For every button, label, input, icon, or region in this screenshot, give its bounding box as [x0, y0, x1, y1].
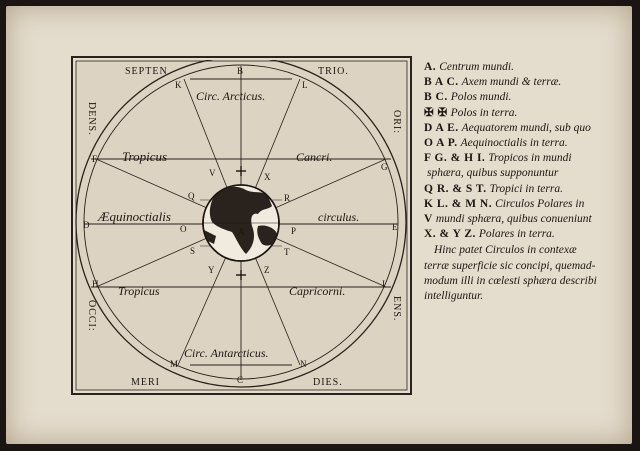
letter-k: K: [175, 80, 182, 90]
label-ens: ENS.: [391, 296, 402, 322]
legend-item: [424, 212, 624, 227]
legend-description: Circulos Polares in: [495, 197, 585, 210]
letter-v: V: [209, 168, 216, 178]
legend-description: Axem mundi & terræ.: [461, 76, 562, 89]
letter-h: H: [92, 279, 99, 289]
label-dies: DIES.: [313, 377, 343, 388]
legend-description: Polos in terra.: [450, 106, 518, 119]
legend-description: sphæra, quibus supponuntur: [427, 167, 559, 180]
closing-line: modum illi in cœlesti sphæra describi: [424, 274, 597, 287]
letter-p: P: [291, 226, 297, 236]
label-dens: DENS.: [86, 102, 97, 136]
label-aequinoctialis: Æquinoctialis: [98, 209, 171, 224]
label-meri: MERI: [131, 377, 160, 388]
letter-z: Z: [264, 265, 270, 275]
label-tropicus-cancer: Tropicus: [122, 149, 168, 164]
label-circ-antarcticus: Circ. Antarcticus.: [184, 346, 269, 360]
legend-description: Polares in terra.: [478, 228, 555, 241]
label-occi: OCCI:: [86, 300, 97, 332]
letter-l: L: [302, 80, 308, 90]
legend-key: A.: [424, 61, 437, 73]
legend-key: K L. & M N.: [424, 197, 493, 210]
legend-item: [424, 60, 624, 75]
legend-description: Tropicos in mundi: [488, 152, 572, 165]
legend-item: [424, 197, 624, 212]
closing-note: [424, 243, 624, 304]
letter-q: Q: [188, 191, 195, 201]
earth-globe: [203, 185, 279, 261]
legend-key: F G. & H I.: [424, 152, 486, 165]
legend-item: [424, 75, 624, 90]
legend-key: V: [424, 213, 433, 226]
legend-key: ✠ ✠: [424, 106, 448, 119]
legend-description: Aequatorem mundi, sub quo: [461, 121, 591, 134]
letter-c: C: [237, 375, 244, 385]
legend-item: [424, 182, 624, 197]
legend-item: [424, 90, 624, 105]
legend-description: Aequinoctialis in terra.: [460, 137, 568, 150]
legend-description: Polos mundi.: [450, 91, 512, 104]
letter-e: E: [392, 222, 398, 232]
label-septen: SEPTEN: [125, 66, 168, 77]
legend-key: D A E.: [424, 121, 459, 134]
letter-o: O: [180, 224, 187, 234]
label-trio: TRIO.: [318, 66, 349, 77]
legend-key: B C.: [424, 91, 448, 104]
legend-description: mundi sphæra, quibus conueniunt: [435, 213, 592, 226]
legend-item: [424, 166, 624, 181]
letter-m: M: [170, 359, 179, 369]
letter-t: T: [284, 247, 290, 257]
letter-n: N: [300, 359, 307, 369]
letter-x: X: [264, 172, 271, 182]
label-cancri: Cancri.: [296, 150, 333, 164]
legend-item: [424, 106, 624, 121]
letter-d: D: [83, 220, 90, 230]
letter-f: F: [92, 154, 98, 164]
label-ori: ORI:: [391, 110, 402, 134]
letter-y: Y: [208, 265, 215, 275]
legend-text-block: [424, 60, 624, 304]
legend-key: B A C.: [424, 76, 459, 89]
letter-g: G: [381, 162, 388, 172]
label-circulus: circulus.: [318, 210, 360, 224]
closing-line: terræ superficie sic concipi, quemad-: [424, 259, 596, 272]
legend-key: X. & Y Z.: [424, 228, 476, 241]
legend-item: [424, 121, 624, 136]
legend-description: Tropici in terra.: [489, 182, 563, 195]
label-tropicus-capricorn: Tropicus: [118, 284, 160, 298]
letter-s: S: [190, 246, 196, 256]
letter-a: A: [238, 227, 245, 237]
letter-r: R: [284, 193, 291, 203]
legend-item: [424, 227, 624, 242]
legend-description: Centrum mundi.: [439, 61, 514, 73]
closing-line: intelliguntur.: [424, 290, 484, 303]
legend-item: [424, 136, 624, 151]
letter-b: B: [237, 66, 244, 76]
legend-item: [424, 151, 624, 166]
letter-i: I: [382, 279, 385, 289]
closing-line: Hinc patet Circulos in contexæ: [434, 244, 577, 257]
legend-key: Q R. & S T.: [424, 182, 487, 195]
label-circ-arcticus: Circ. Arcticus.: [196, 89, 266, 103]
legend-key: O A P.: [424, 137, 458, 150]
label-capricorni: Capricorni.: [289, 284, 346, 298]
